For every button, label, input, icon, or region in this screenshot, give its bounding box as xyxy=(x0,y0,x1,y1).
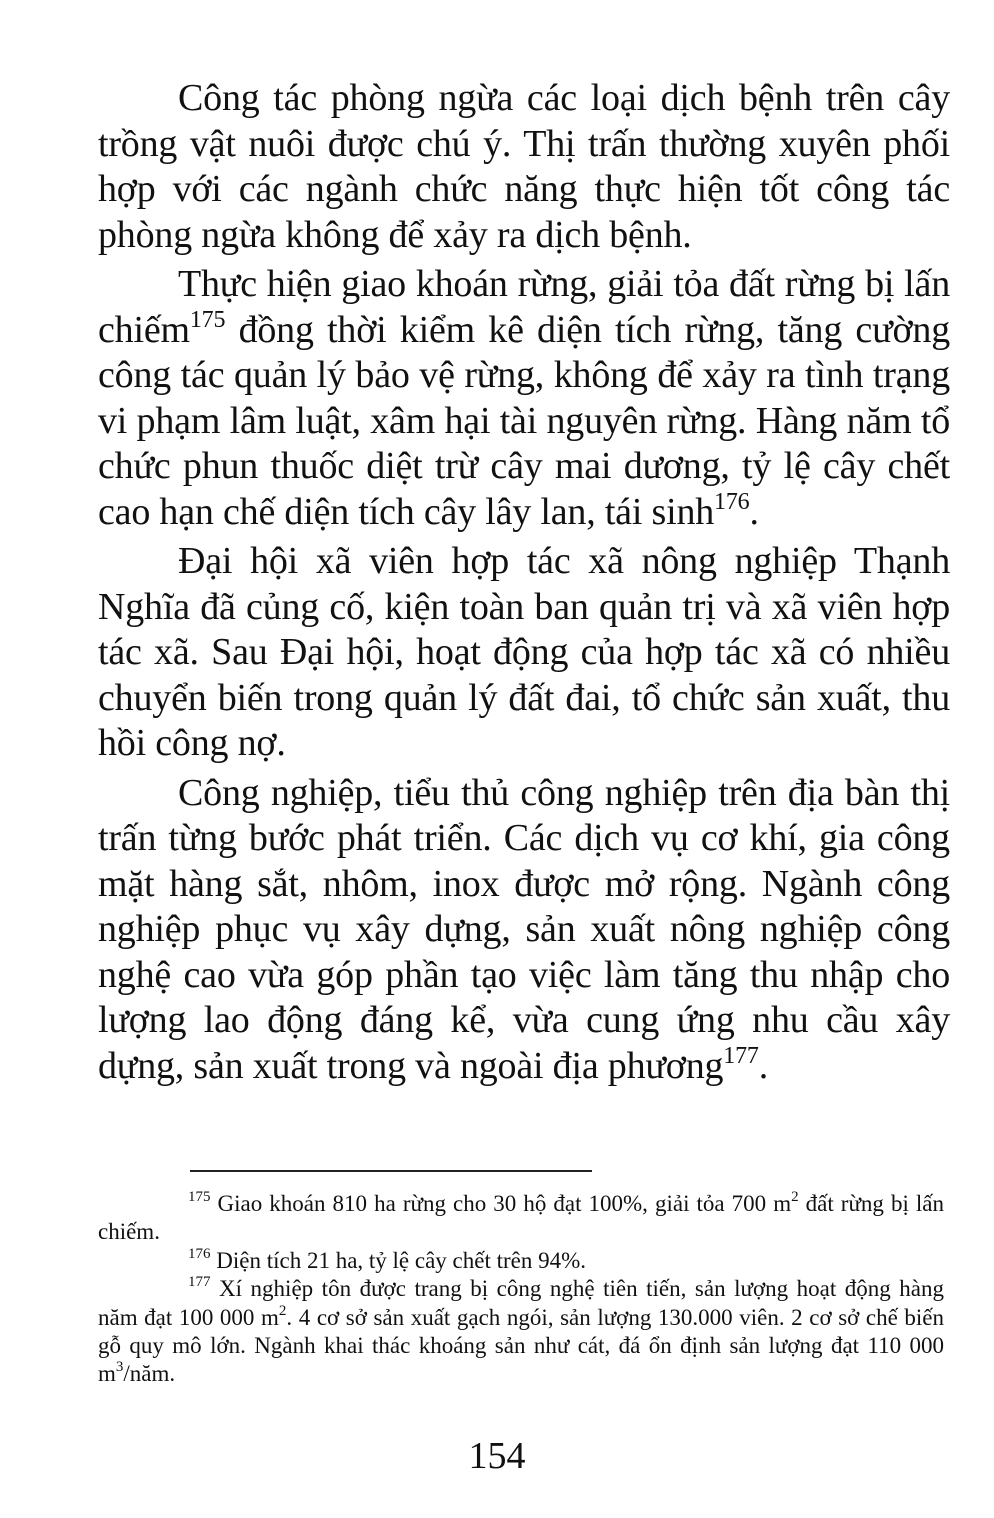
paragraph-text: Thực hiện giao khoán rừng, giải tỏa đất rừng bị lấn chiếm xyxy=(98,263,950,351)
footnote-text: /năm. xyxy=(123,1361,176,1387)
footnote-text: Giao khoán 810 ha rừng cho 30 hộ đạt 100%, giải tỏa 700 m xyxy=(210,1191,792,1216)
footnote-number: 176 xyxy=(188,1245,211,1262)
paragraph-text: . xyxy=(758,1044,769,1087)
footnote-177 xyxy=(98,1275,944,1389)
footnote-176 xyxy=(98,1247,944,1275)
footnote-175 xyxy=(98,1190,944,1247)
page-number: 154 xyxy=(468,1435,526,1477)
superscript: 3 xyxy=(115,1359,124,1376)
paragraph-text: . xyxy=(749,490,759,533)
footnote-number: 177 xyxy=(188,1274,211,1291)
paragraph-text: đồng thời kiểm kê diện tích rừng, tăng cường công tác quản lý bảo vệ rừng, không để xảy ra tình trạng vi phạm lâm luật, xâm hại tài nguyên rừng. Hàng năm tổ chức phun thuốc diệt trừ cây mai dương, tỷ lệ cây chết cao hạn chế diện tích cây lây lan, tái sinh xyxy=(98,308,950,533)
paragraph-text: Công nghiệp, tiểu thủ công nghiệp trên địa bàn thị trấn từng bước phát triển. Các dịch vụ cơ khí, gia công mặt hàng sắt, nhôm, inox được mở rộng. Ngành công nghiệp phục vụ xây dựng, sản xuất nông nghiệp công nghệ cao vừa góp phần tạo việc làm tăng thu nhập cho lượng lao động đáng kể, vừa cung ứng nhu cầu xây dựng, sản xuất trong và ngoài địa phương xyxy=(98,771,950,1087)
footnote-reference: 177 xyxy=(723,1042,759,1069)
footnote-reference: 175 xyxy=(189,306,226,333)
footnote-text: . 4 cơ sở sản xuất gạch ngói, sản lượng 130.000 viên. 2 cơ sở chế biến gỗ quy mô lớn. Ngành khai thác khoáng sản như cát, đá ổn định sản lượng đạt 110 000 m xyxy=(98,1304,944,1387)
paragraph-2 xyxy=(98,262,950,535)
footnote-separator xyxy=(190,1170,592,1172)
paragraph-3 xyxy=(98,539,950,767)
paragraph-text: Công tác phòng ngừa các loại dịch bệnh trên cây trồng vật nuôi được chú ý. Thị trấn thường xuyên phối hợp với các ngành chức năng thực hiện tốt công tác phòng ngừa không để xảy ra dịch bệnh. xyxy=(98,77,950,256)
superscript: 2 xyxy=(791,1189,799,1205)
superscript: 2 xyxy=(278,1302,287,1319)
paragraph-1 xyxy=(98,76,950,258)
paragraph-text: Đại hội xã viên hợp tác xã nông nghiệp Thạnh Nghĩa đã củng cố, kiện toàn ban quản trị và xã viên hợp tác xã. Sau Đại hội, hoạt động của hợp tác xã có nhiều chuyển biến trong quản lý đất đai, tổ chức sản xuất, thu hồi công nợ. xyxy=(98,540,950,764)
paragraph-4 xyxy=(98,771,950,1090)
footnotes xyxy=(98,1190,944,1389)
footnote-text: Xí nghiệp tôn được trang bị công nghệ tiên tiến, sản lượng hoạt động hàng năm đạt 100 000 m xyxy=(98,1276,944,1330)
footnote-reference: 176 xyxy=(714,488,750,515)
main-text xyxy=(98,76,950,1093)
footnote-text: đất rừng bị lấn chiếm. xyxy=(98,1191,944,1245)
footnote-text: Diện tích 21 ha, tỷ lệ cây chết trên 94%. xyxy=(210,1247,587,1273)
footnote-number: 175 xyxy=(188,1189,211,1205)
